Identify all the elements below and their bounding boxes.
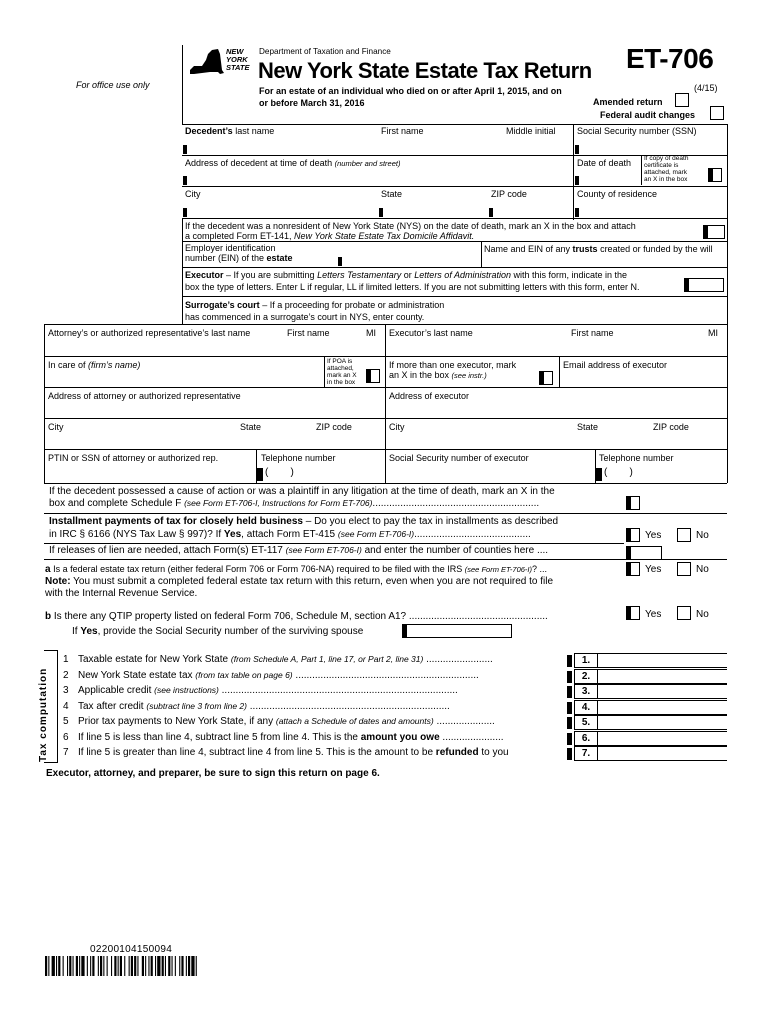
barcode-bar xyxy=(63,956,64,976)
tax-line-1-amount-field[interactable] xyxy=(598,653,727,668)
estate-ein-label: Employer identification number (EIN) of the estate xyxy=(185,243,293,264)
tax-line-text: Tax after credit xyxy=(78,700,147,712)
barcode-bar xyxy=(155,956,156,976)
barcode-bar xyxy=(181,956,183,976)
executor-ssn-label: Social Security number of executor xyxy=(389,453,529,463)
barcode-image xyxy=(45,956,240,976)
tax-line-leader: ........................................................................ xyxy=(246,700,450,712)
tax-computation-side-label: Tax computation xyxy=(38,667,49,762)
tax-line-6 xyxy=(63,732,568,744)
date-of-death-label: Date of death xyxy=(577,158,632,168)
barcode-bar xyxy=(48,956,49,976)
tax-line-number: 6 xyxy=(63,731,69,743)
lien-counties-field[interactable] xyxy=(626,546,662,560)
barcode-number: 02200104150094 xyxy=(90,944,173,955)
in-care-of-label: In care of (firm’s name) xyxy=(48,360,141,370)
tax-line-4 xyxy=(63,701,568,713)
decedent-ssn-field[interactable] xyxy=(576,137,726,154)
surrogate-court-text-1: Surrogate’s court – If a proceeding for probate or administration xyxy=(185,300,445,310)
tax-line-text: If line 5 is less than line 4, subtract line 5 from line 4. This is the xyxy=(78,731,361,743)
executor-zip-label: ZIP code xyxy=(653,422,689,432)
tax-line-emphasis: amount you owe xyxy=(360,731,440,743)
tax-line-hint: (from tax table on page 6) xyxy=(195,669,293,680)
barcode-bar xyxy=(79,956,80,976)
tax-line-box-number: 5. xyxy=(574,715,598,730)
question-a-text-3: with the Internal Revenue Service. xyxy=(45,588,198,599)
attorney-name-field[interactable] xyxy=(46,339,384,355)
spouse-ssn-field[interactable] xyxy=(402,624,512,638)
tax-line-text: Applicable credit xyxy=(78,685,155,696)
executor-phone-parens[interactable]: ( ) xyxy=(604,467,633,478)
barcode-bar xyxy=(188,956,190,976)
barcode-bar xyxy=(52,956,55,976)
installment-text-2: in IRC § 6166 (NYS Tax Law § 997)? If Yes, attach Form ET-415 (see Form ET-706-I).......................................... xyxy=(49,529,531,540)
barcode-bar xyxy=(179,956,180,976)
death-certificate-note: If copy of death certificate is attached, mark an X in the box xyxy=(644,155,689,183)
tax-line-leader: ..................................................................................... xyxy=(218,685,458,696)
barcode-bar xyxy=(137,956,138,976)
estate-ein-field[interactable] xyxy=(340,243,480,265)
installment-no-label: No xyxy=(696,530,709,541)
barcode-bar xyxy=(100,956,102,976)
barcode-bar xyxy=(76,956,78,976)
revision-date: (4/15) xyxy=(694,83,718,93)
tax-line-box-number: 7. xyxy=(574,746,598,761)
barcode-bar xyxy=(145,956,146,976)
tax-line-5-amount-field[interactable] xyxy=(598,715,727,730)
tax-line-number: 1 xyxy=(63,654,69,665)
executor-address-label: Address of executor xyxy=(389,391,470,401)
executor-last-name-label: Executor’s last name xyxy=(389,328,473,338)
nonresident-text-1: If the decedent was a nonresident of New York State (NYS) on the date of death, mark an X in the box and attach xyxy=(185,221,636,231)
tax-line-2 xyxy=(63,670,568,682)
letters-type-field[interactable] xyxy=(684,278,724,292)
tax-line-box-number: 3. xyxy=(574,684,598,699)
federal-audit-checkbox[interactable] xyxy=(710,106,724,120)
tax-line-marker xyxy=(567,748,572,760)
tax-line-number: 3 xyxy=(63,685,69,696)
installment-text-1: Installment payments of tax for closely held business – Do you elect to pay the tax in installments as described xyxy=(49,516,559,527)
federal-return-no-checkbox[interactable] xyxy=(677,562,691,576)
barcode-bar xyxy=(162,956,164,976)
decedent-middle-initial-label: Middle initial xyxy=(506,126,556,136)
barcode-bar xyxy=(118,956,119,976)
tax-line-marker xyxy=(567,655,572,667)
barcode-bar xyxy=(98,956,99,976)
barcode-bar xyxy=(67,956,68,976)
tax-line-marker xyxy=(567,686,572,698)
tax-line-marker xyxy=(567,733,572,745)
sign-reminder: Executor, attorney, and preparer, be sure to sign this return on page 6. xyxy=(46,768,380,779)
lien-release-text: If releases of lien are needed, attach Form(s) ET-117 (see Form ET-706-I) and enter the number of counties here .... xyxy=(49,545,549,556)
tax-line-number: 2 xyxy=(63,669,69,681)
decedent-name-field[interactable] xyxy=(186,137,571,154)
tax-line-leader: ........................ xyxy=(423,654,493,665)
barcode-bar xyxy=(92,956,94,976)
decedent-first-name-label: First name xyxy=(381,126,424,136)
attorney-address-label: Address of attorney or authorized representative xyxy=(48,391,241,401)
barcode-bar xyxy=(56,956,57,976)
barcode-bar xyxy=(172,956,173,976)
executor-letters-text-2: box the type of letters. Enter L if regular, LL if limited letters. If you are not submitting letters with this form, enter N. xyxy=(185,282,640,292)
barcode-bar xyxy=(120,956,122,976)
executor-first-name-label: First name xyxy=(571,328,614,338)
attorney-city-label: City xyxy=(48,422,64,432)
tax-line-leader: .................................................................. xyxy=(292,669,479,681)
barcode-bar xyxy=(69,956,71,976)
department-name: Department of Taxation and Finance xyxy=(259,47,391,56)
tax-line-5 xyxy=(63,716,568,728)
barcode-bar xyxy=(191,956,194,976)
tax-line-number: 4 xyxy=(63,700,69,712)
tax-line-2-amount-field[interactable] xyxy=(598,669,727,684)
barcode-bar xyxy=(111,956,112,976)
barcode-bar xyxy=(107,956,108,976)
barcode-bar xyxy=(114,956,116,976)
barcode-bar xyxy=(148,956,149,976)
barcode-bar xyxy=(124,956,125,976)
tax-line-3 xyxy=(63,685,568,697)
barcode-bar xyxy=(103,956,104,976)
tax-line-box-number: 4. xyxy=(574,700,598,715)
tax-line-6-amount-field[interactable] xyxy=(598,731,727,746)
amended-return-checkbox[interactable] xyxy=(675,93,689,107)
tax-line-marker xyxy=(567,671,572,683)
executor-telephone-label: Telephone number xyxy=(599,453,674,463)
qtip-no-label: No xyxy=(696,609,709,620)
tax-line-number: 5 xyxy=(63,716,69,727)
form-number: ET-706 xyxy=(626,43,714,74)
barcode-bar xyxy=(196,956,197,976)
barcode-bar xyxy=(45,956,47,976)
barcode-bar xyxy=(134,956,136,976)
tax-line-1 xyxy=(63,654,568,666)
subtitle-line-1: For an estate of an individual who died on or after April 1, 2015, and on xyxy=(259,86,562,96)
tax-line-text: If line 5 is greater than line 4, subtract line 4 from line 5. This is the amount to be xyxy=(78,747,436,758)
qtip-yes-label: Yes xyxy=(645,609,662,620)
executor-letters-text-1: Executor – If you are submitting Letters Testamentary or Letters of Administration with this form, indicate in the xyxy=(185,270,628,280)
installment-yes-label: Yes xyxy=(645,530,662,541)
question-b-text-1: b Is there any QTIP property listed on federal Form 706, Schedule M, section A1? .................................................. xyxy=(45,611,548,622)
decedent-last-name-label: Decedent’s last name xyxy=(185,126,275,136)
tax-line-marker xyxy=(567,717,572,729)
federal-audit-label: Federal audit changes xyxy=(600,110,696,120)
barcode-bar xyxy=(73,956,74,976)
county-of-residence-label: County of residence xyxy=(577,189,658,199)
barcode-bar xyxy=(151,956,153,976)
executor-email-label: Email address of executor xyxy=(563,360,668,370)
tax-line-box-number: 1. xyxy=(574,653,598,668)
attorney-telephone-label: Telephone number xyxy=(261,453,336,463)
nonresident-text-2: a completed Form ET-141, New York State Estate Tax Domicile Affidavit. xyxy=(185,231,475,241)
decedent-zip-label: ZIP code xyxy=(491,189,527,199)
surrogate-court-text-2: has commenced in a surrogate’s court in NYS, enter county. xyxy=(185,312,425,322)
cause-of-action-text-2: box and complete Schedule F (see Form ET-706-I, Instructions for Form ET-706)............................................................ xyxy=(49,498,540,509)
trusts-label: Name and EIN of any trusts created or funded by the will xyxy=(484,244,713,254)
barcode-bar xyxy=(175,956,176,976)
federal-return-no-label: No xyxy=(696,564,709,575)
barcode-bar xyxy=(81,956,84,976)
attorney-state-label: State xyxy=(240,422,262,432)
tax-line-hint: (attach a Schedule of dates and amounts) xyxy=(275,716,434,726)
tax-line-text: New York State estate tax xyxy=(78,669,196,681)
installment-no-checkbox[interactable] xyxy=(677,528,691,542)
barcode-bar xyxy=(129,956,130,976)
barcode-bar xyxy=(186,956,187,976)
more-than-one-executor-label: If more than one executor, mark an X in the box (see instr.) xyxy=(389,360,517,381)
barcode-bar xyxy=(168,956,170,976)
tax-line-hint: (see instructions) xyxy=(154,685,219,695)
office-use-label: For office use only xyxy=(76,80,150,90)
decedent-ssn-label: Social Security number (SSN) xyxy=(577,126,697,136)
nys-logo-text: NEW YORK STATE xyxy=(226,47,250,72)
executor-email-field[interactable] xyxy=(561,372,725,386)
attorney-address-field[interactable] xyxy=(46,402,384,417)
tax-line-7-amount-field[interactable] xyxy=(598,746,727,761)
executor-address-field[interactable] xyxy=(387,402,725,417)
cause-of-action-text-1: If the decedent possessed a cause of action or was a plaintiff in any litigation at the time of death, mark an X in the xyxy=(49,486,555,497)
nys-map-logo xyxy=(186,46,226,78)
question-b-text-2: If Yes, provide the Social Security number of the surviving spouse xyxy=(72,626,364,637)
tax-line-box-number: 6. xyxy=(574,731,598,746)
tax-line-7 xyxy=(63,747,568,759)
tax-line-marker xyxy=(567,702,572,714)
barcode-bar xyxy=(87,956,88,976)
attorney-phone-parens[interactable]: ( ) xyxy=(265,467,294,478)
barcode-bar xyxy=(142,956,144,976)
tax-line-text: Taxable estate for New York State xyxy=(78,654,231,665)
tax-line-box-number: 2. xyxy=(574,669,598,684)
attorney-zip-label: ZIP code xyxy=(316,422,352,432)
decedent-state-label: State xyxy=(381,189,403,199)
barcode-bar xyxy=(157,956,160,976)
form-title: New York State Estate Tax Return xyxy=(258,58,592,83)
attorney-last-name-label: Attorney’s or authorized representative’s last name xyxy=(48,328,251,338)
tax-line-leader: to you xyxy=(478,747,509,758)
federal-return-yes-label: Yes xyxy=(645,564,662,575)
tax-line-emphasis: refunded xyxy=(435,747,479,758)
barcode-bar xyxy=(131,956,133,976)
ptin-label: PTIN or SSN of attorney or authorized rep. xyxy=(48,453,219,463)
decedent-address-label: Address of decedent at time of death (number and street) xyxy=(185,158,401,168)
decedent-city-label: City xyxy=(185,189,201,199)
tax-line-3-amount-field[interactable] xyxy=(598,684,727,699)
tax-line-4-amount-field[interactable] xyxy=(598,700,727,715)
executor-city-label: City xyxy=(389,422,405,432)
poa-note: If POA is attached, mark an X in the box xyxy=(327,358,357,386)
question-a-text-1: a Is a federal estate tax return (either federal Form 706 or Form 706-NA) required to be filed with the IRS (see Form ET-706-I)? ... xyxy=(45,564,548,575)
amended-return-label: Amended return xyxy=(593,97,663,107)
tax-line-hint: (from Schedule A, Part 1, line 17, or Part 2, line 31) xyxy=(230,654,424,664)
attorney-first-name-label: First name xyxy=(287,328,330,338)
question-a-note: Note: You must submit a completed federal estate tax return with this return, even when you are not required to file xyxy=(45,576,554,587)
tax-line-number: 7 xyxy=(63,747,69,758)
executor-mi-label: MI xyxy=(708,328,718,338)
executor-state-label: State xyxy=(577,422,599,432)
tax-line-text: Prior tax payments to New York State, if any xyxy=(78,716,276,727)
tax-line-hint: (subtract line 3 from line 2) xyxy=(146,700,247,711)
tax-line-leader: ..................... xyxy=(433,716,495,727)
barcode-bar xyxy=(90,956,91,976)
barcode-bar xyxy=(58,956,60,976)
subtitle-line-2: or before March 31, 2016 xyxy=(259,98,365,108)
tax-line-leader: ...................... xyxy=(439,731,504,743)
executor-name-field[interactable] xyxy=(387,339,725,355)
barcode-bar xyxy=(165,956,166,976)
qtip-no-checkbox[interactable] xyxy=(677,606,691,620)
attorney-mi-label: MI xyxy=(366,328,376,338)
